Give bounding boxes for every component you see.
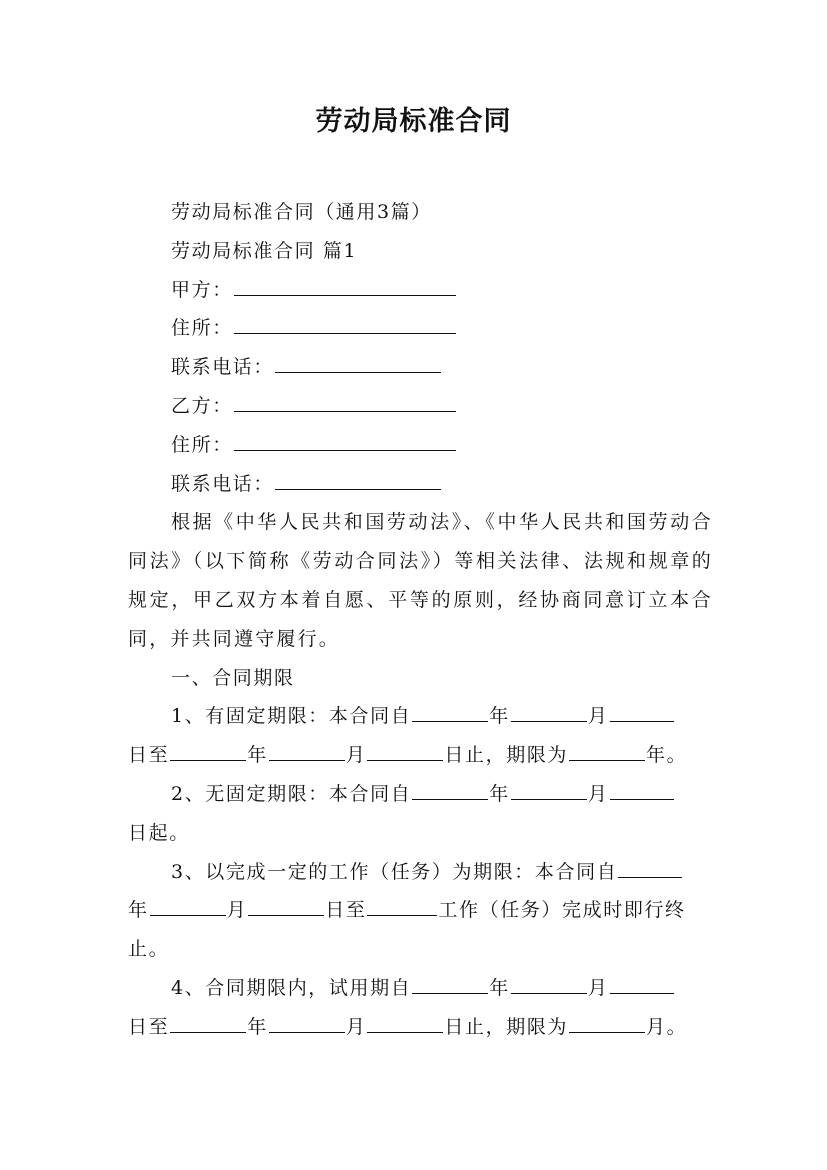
party-b-line — [128, 387, 713, 426]
item3-line1 — [128, 853, 713, 892]
item3-task: 工作（任务）完成时即行终 — [438, 899, 686, 922]
item4-start-year-blank — [412, 992, 488, 994]
item3-prefix: 3、以完成一定的工作（任务）为期限：本合同自 — [171, 860, 618, 883]
party-a-phone-blank — [275, 371, 441, 373]
item4-end-day-blank — [367, 1031, 443, 1033]
item3-year-blank — [618, 876, 682, 878]
item4-year-label: 年 — [489, 976, 510, 999]
item1-end-month-blank — [269, 759, 345, 761]
item4-tail: 月。 — [646, 1015, 688, 1038]
item4-start-day-blank — [610, 992, 674, 994]
item1-end-month-label: 月 — [345, 744, 367, 767]
item3-month-label: 月 — [226, 899, 248, 922]
intro-paragraph: 根据《中华人民共和国劳动法》、《中华人民共和国劳动合同法》（以下简称《劳动合同法》）等相关法律、法规和规章的规定，甲乙双方本着自愿、平等的原则，经协商同意订立本合同，并共同遵守履行。 — [128, 511, 713, 650]
item1-line2 — [128, 736, 713, 775]
party-a-phone-line — [128, 348, 713, 387]
item1-prefix: 1、有固定期限：本合同自 — [171, 705, 412, 728]
item3-line2 — [128, 891, 713, 930]
item2-line2: 日起。 — [128, 821, 190, 844]
item4-start-month-blank — [511, 992, 587, 994]
item1-end-year-blank — [170, 759, 246, 761]
clause-heading: 一、合同期限 — [171, 666, 295, 689]
item3-mid: 日至 — [325, 899, 367, 922]
item4-end-year-label: 年 — [247, 1015, 268, 1038]
item4-prefix: 4、合同期限内，试用期自 — [171, 976, 412, 999]
item3-year-label: 年 — [128, 899, 149, 922]
document-body — [128, 193, 713, 1047]
item2-line1 — [128, 775, 713, 814]
item1-end-year-label: 年 — [247, 744, 268, 767]
item4-end-month-label: 月 — [345, 1015, 367, 1038]
party-a-address-line — [128, 309, 713, 348]
item4-month-label: 月 — [587, 976, 609, 999]
party-a-address-label: 住所： — [171, 317, 233, 340]
party-b-blank — [234, 410, 456, 412]
item2-year-label: 年 — [489, 782, 510, 805]
item4-continue: 日至 — [128, 1015, 170, 1038]
item1-start-day-blank — [610, 720, 674, 722]
item2-year-blank — [412, 798, 488, 800]
party-b-address-label: 住所： — [171, 433, 233, 456]
item1-tail: 年。 — [646, 744, 688, 767]
party-a-label: 甲方： — [171, 278, 233, 301]
item1-year-label: 年 — [489, 705, 510, 728]
document-subtitle: 劳动局标准合同（通用3篇） — [171, 201, 432, 223]
item2-month-blank — [511, 798, 587, 800]
item1-end-day-blank — [367, 759, 443, 761]
party-b-phone-label: 联系电话： — [171, 472, 275, 495]
item1-term-blank — [569, 759, 645, 761]
item2-day-blank — [610, 798, 674, 800]
party-b-phone-line — [128, 465, 713, 504]
item1-start-month-blank — [511, 720, 587, 722]
party-b-address-line — [128, 426, 713, 465]
party-a-blank — [234, 294, 456, 296]
item1-month-label: 月 — [587, 705, 609, 728]
item4-line1 — [128, 969, 713, 1008]
item2-prefix: 2、无固定期限：本合同自 — [171, 782, 412, 805]
party-b-label: 乙方： — [171, 394, 233, 417]
party-a-address-blank — [234, 332, 456, 334]
item1-end: 日止，期限为 — [444, 744, 569, 767]
item4-term-blank — [569, 1031, 645, 1033]
item4-end-month-blank — [269, 1031, 345, 1033]
document-title: 劳动局标准合同 — [315, 106, 512, 137]
item3-line3: 止。 — [128, 938, 170, 961]
item1-continue: 日至 — [128, 744, 170, 767]
party-a-line — [128, 271, 713, 310]
section-heading: 劳动局标准合同 篇1 — [171, 239, 358, 262]
item3-month-blank — [150, 914, 226, 916]
item4-end: 日止，期限为 — [444, 1015, 569, 1038]
party-a-phone-label: 联系电话： — [171, 356, 275, 379]
item4-end-year-blank — [170, 1031, 246, 1033]
item2-month-label: 月 — [587, 782, 609, 805]
item1-line1 — [128, 697, 713, 736]
item3-task-blank — [367, 914, 437, 916]
party-b-phone-blank — [275, 488, 441, 490]
item4-line2 — [128, 1008, 713, 1047]
item1-start-year-blank — [412, 720, 488, 722]
item3-day-blank — [248, 914, 324, 916]
party-b-address-blank — [234, 449, 456, 451]
